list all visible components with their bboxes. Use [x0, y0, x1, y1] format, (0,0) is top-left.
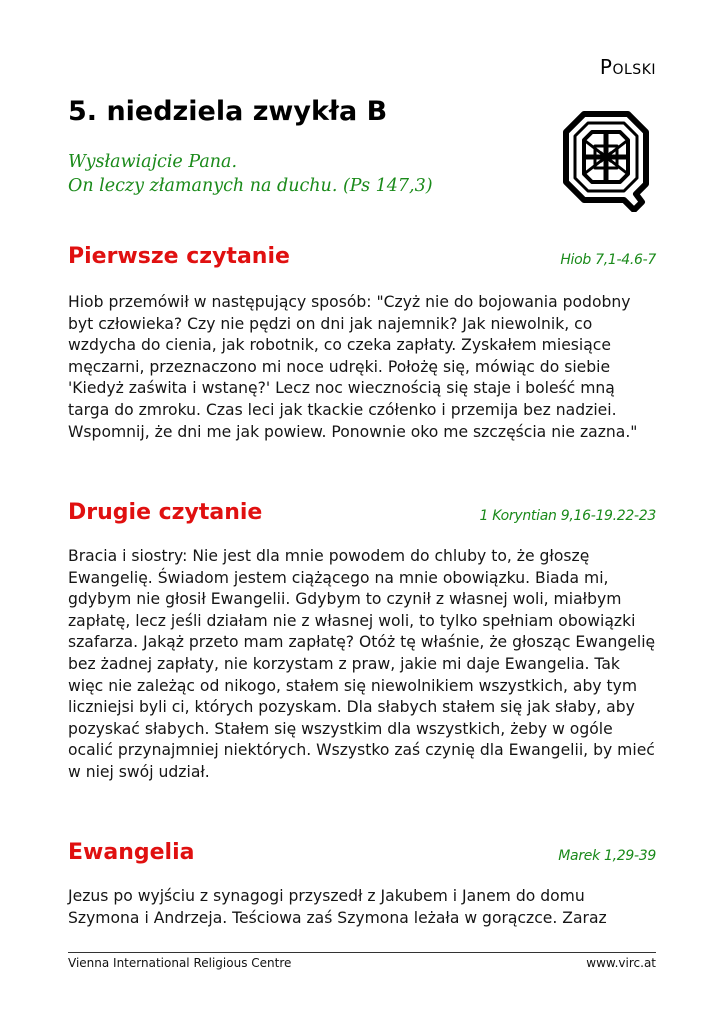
motto-line-1: Wysławiajcie Pana.	[68, 152, 238, 172]
section-header-second-reading	[68, 500, 656, 534]
virc-logo-icon	[562, 110, 650, 212]
section-header-gospel	[68, 840, 656, 874]
section-reference: Marek 1,29-39	[558, 848, 656, 864]
section-title: Drugie czytanie	[68, 500, 263, 525]
footer-organization: Vienna International Religious Centre	[68, 956, 292, 970]
page-title: 5. niedziela zwykła B	[68, 96, 388, 127]
section-reference: 1 Koryntian 9,16-19.22-23	[479, 508, 656, 524]
footer-website-link[interactable]: www.virc.at	[586, 956, 656, 970]
reading-text-second: Bracia i siostry: Nie jest dla mnie powodem do chluby to, że głoszę Ewangelię. Świadom jestem ciążącego na mnie obowiązku. Biada mi, gdybym nie głosił Ewangelii. Gdybym to czynił z własnej woli, miałbym zapłatę, lecz jeśli działam nie z własnej woli, to tylko spełniam obowiązki szafarza. Jakąż przeto mam zapłatę? Otóż tę właśnie, że głosząc Ewangelię bez żadnej zapłaty, nie korzystam z praw, jakie mi daje Ewangelia. Tak więc nie zależąc od nikogo, stałem się niewolnikiem wszystkich, aby tym liczniejsi byli ci, których pozyskam. Dla słabych stałem się jak słaby, aby pozyskać słabych. Stałem się wszystkim dla wszystkich, żeby w ogóle ocalić przynajmniej niektórych. Wszystko zaś czynię dla Ewangelii, by mieć w niej swój udział.	[68, 547, 656, 781]
reading-text-gospel: Jezus po wyjściu z synagogi przyszedł z Jakubem i Janem do domu Szymona i Andrzeja. Teściowa zaś Szymona leżała w gorączce. Zaraz	[68, 887, 607, 927]
section-title: Pierwsze czytanie	[68, 244, 290, 269]
section-header-first-reading	[68, 244, 656, 278]
motto-line-2: On leczy złamanych na duchu. (Ps 147,3)	[68, 176, 433, 196]
section-reference: Hiob 7,1-4.6-7	[560, 252, 656, 268]
footer-divider	[68, 952, 656, 953]
reading-text-first: Hiob przemówił w następujący sposób: "Czyż nie do bojowania podobny byt człowieka? Czy nie pędzi on dni jak najemnik? Jak niewolnik, co wzdycha do cienia, jak robotnik, co czeka zapłaty. Zyskałem miesiące męczarni, przeznaczono mi noce udręki. Położę się, mówiąc do siebie 'Kiedyż zaświta i wstanę?' Lecz noc wiecznością się staje i boleść mną targa do zmroku. Czas leci jak tkackie czółenko i przemija bez nadziei. Wspomnij, że dni me jak powiew. Ponownie oko me szczęścia nie zazna."	[68, 293, 638, 441]
section-title: Ewangelia	[68, 840, 195, 865]
motto	[68, 150, 433, 198]
language-label: Polski	[599, 55, 656, 79]
